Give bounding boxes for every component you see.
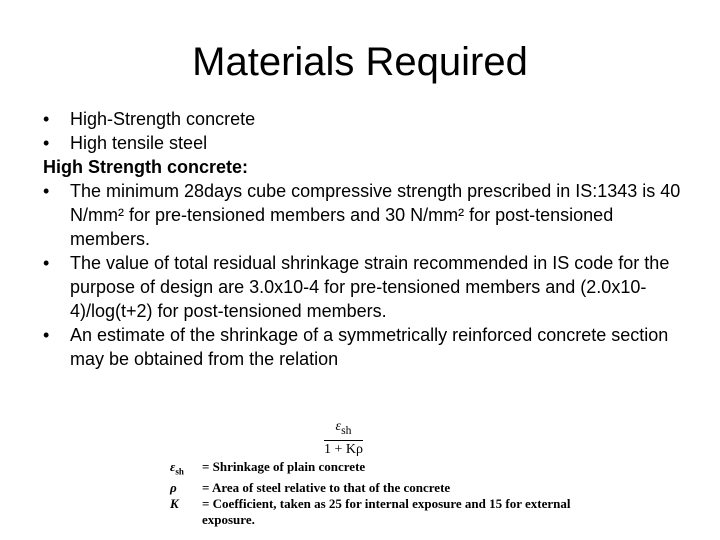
symbol-glyph: ρ bbox=[170, 479, 177, 495]
bullet-glyph: • bbox=[43, 109, 50, 129]
bullet-glyph: • bbox=[43, 181, 50, 201]
point-item bbox=[43, 179, 693, 251]
bullet-item bbox=[43, 107, 693, 131]
point-text: The minimum 28days cube compressive strength prescribed in IS:1343 is 40 N/mm² for pre-tensioned members and 30 N/mm² for post-tensioned members. bbox=[70, 181, 681, 249]
symbol-glyph: ε bbox=[170, 459, 176, 474]
definition-text: = Coefficient, taken as 25 for internal exposure and 15 for external exposure. bbox=[202, 495, 571, 527]
definition-symbol bbox=[170, 496, 202, 528]
bullet-glyph: • bbox=[43, 253, 50, 273]
symbol-glyph: K bbox=[170, 495, 179, 511]
symbol-subscript: sh bbox=[175, 466, 184, 477]
bullet-glyph: • bbox=[43, 133, 50, 153]
formula-denominator: 1 + Kρ bbox=[324, 441, 363, 457]
formula-definitions bbox=[170, 459, 610, 528]
section-heading: High Strength concrete: bbox=[43, 157, 249, 177]
definition-symbol bbox=[170, 480, 202, 496]
definition-text: = Shrinkage of plain concrete bbox=[202, 459, 366, 474]
definition-row bbox=[170, 459, 610, 480]
point-text: An estimate of the shrinkage of a symmetrically reinforced concrete section may be obtained from the relation bbox=[70, 325, 669, 369]
bullet-text: High tensile steel bbox=[70, 133, 208, 153]
slide-title: Materials Required bbox=[192, 40, 528, 84]
bullet-item bbox=[43, 131, 693, 155]
point-text: The value of total residual shrinkage strain recommended in IS code for the purpose of design are 3.0x10-4 for pre-tensioned members and (2.0x10-4)/log(t+2) for post-tensioned members. bbox=[70, 253, 670, 321]
slide-content bbox=[43, 107, 693, 371]
definition-row bbox=[170, 496, 610, 528]
bullet-text: High-Strength concrete bbox=[70, 109, 256, 129]
formula-symbol: ε bbox=[335, 419, 342, 434]
definition-symbol bbox=[170, 459, 202, 480]
definition-text: = Area of steel relative to that of the concrete bbox=[202, 479, 451, 495]
point-item bbox=[43, 251, 693, 323]
point-item bbox=[43, 323, 693, 371]
definition-row bbox=[170, 480, 610, 496]
shrinkage-formula bbox=[324, 418, 363, 459]
formula-subscript: sh bbox=[341, 423, 352, 437]
bullet-glyph: • bbox=[43, 325, 50, 345]
formula-numerator bbox=[324, 418, 363, 441]
